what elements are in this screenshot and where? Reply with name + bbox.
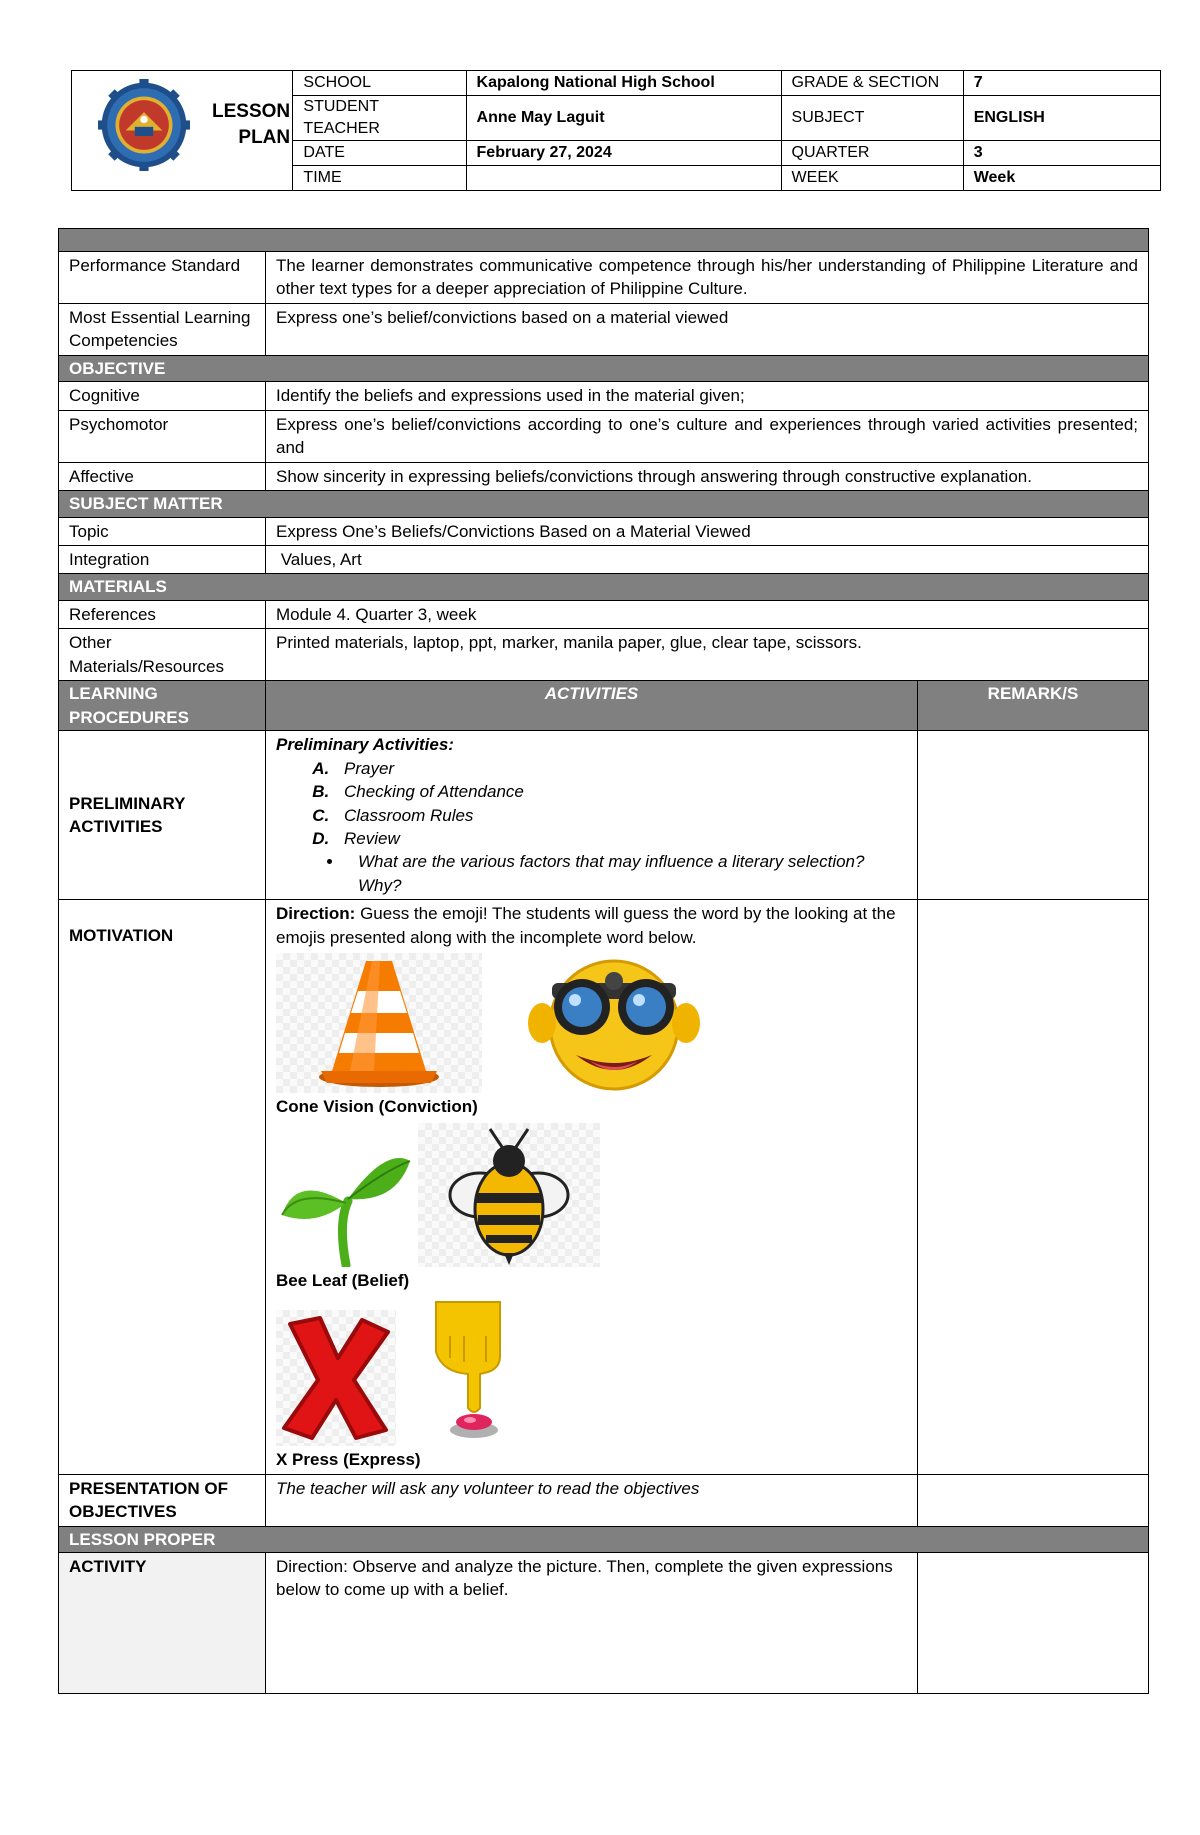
subject-matter-heading: SUBJECT MATTER: [59, 491, 1149, 517]
subject-value: ENGLISH: [963, 96, 1160, 141]
review-question: • What are the various factors that may influence a literary selection? Why?: [344, 850, 907, 897]
references-text: Module 4. Quarter 3, week: [266, 600, 1149, 628]
activity-text: Direction: Observe and analyze the picture. Then, complete the given expressions below to come up with a belief.: [266, 1552, 918, 1693]
bee-icon: [418, 1123, 600, 1267]
review-question-list: [276, 850, 907, 897]
week-label: WEEK: [781, 166, 963, 191]
traffic-cone-icon: [276, 953, 482, 1093]
list-item: A. Prayer: [334, 757, 907, 780]
other-materials-text: Printed materials, laptop, ppt, marker, manila paper, glue, clear tape, scissors.: [266, 629, 1149, 681]
integration-value: Values, Art: [280, 549, 362, 569]
emoji-row-3: [276, 1296, 907, 1446]
psychomotor-text: Express one’s belief/convictions according to one’s culture and experiences through varied activities presented; and: [266, 410, 1149, 462]
emoji-row-1: [276, 953, 907, 1093]
school-label: SCHOOL: [293, 71, 466, 96]
student-teacher-value: Anne May Laguit: [466, 96, 781, 141]
red-x-icon: [276, 1310, 396, 1446]
direction-text: Guess the emoji! The students will guess the word by the looking at the emojis presented along with the incomplete word below.: [276, 904, 896, 947]
objective-heading: OBJECTIVE: [59, 355, 1149, 381]
affective-text: Show sincerity in expressing beliefs/convictions through answering through constructive explanation.: [266, 462, 1149, 490]
top-band: [59, 229, 1149, 252]
caption-express: X Press (Express): [276, 1450, 421, 1470]
melc-label: Most Essential Learning Competencies: [59, 303, 266, 355]
logo-cell: [72, 71, 293, 191]
presentation-label: PRESENTATION OF OBJECTIVES: [59, 1474, 266, 1526]
references-label: References: [59, 600, 266, 628]
caption-belief: Bee Leaf (Belief): [276, 1270, 410, 1290]
school-seal-icon: [96, 79, 192, 171]
date-value: February 27, 2024: [466, 141, 781, 166]
lesson-proper-heading: LESSON PROPER: [59, 1526, 1149, 1552]
preliminary-activities-label: PRELIMINARY ACTIVITIES: [59, 731, 266, 900]
lesson-plan-table: [58, 228, 1149, 1694]
pointing-finger-button-icon: [428, 1296, 518, 1446]
topic-label: Topic: [59, 517, 266, 545]
cognitive-text: Identify the beliefs and expressions used in the material given;: [266, 382, 1149, 410]
emoji-row-2: [276, 1123, 907, 1267]
sprout-icon: [276, 1143, 414, 1267]
list-item: C. Classroom Rules: [334, 804, 907, 827]
activity-label: ACTIVITY: [59, 1552, 266, 1693]
topic-text: Express One’s Beliefs/Convictions Based on a Material Viewed: [266, 517, 1149, 545]
date-label: DATE: [293, 141, 466, 166]
preliminary-title: Preliminary Activities:: [276, 735, 454, 755]
performance-standard-label: Performance Standard: [59, 252, 266, 304]
subject-label: SUBJECT: [781, 96, 963, 141]
other-materials-label: Other Materials/Resources: [59, 629, 266, 681]
preliminary-activities-cell: [266, 731, 918, 900]
school-value: Kapalong National High School: [466, 71, 781, 96]
week-value: Week: [963, 166, 1160, 191]
psychomotor-label: Psychomotor: [59, 410, 266, 462]
preliminary-list: [276, 757, 907, 851]
cognitive-label: Cognitive: [59, 382, 266, 410]
performance-standard-text: The learner demonstrates communicative competence through his/her understanding of Philippine Literature and other text types for a deeper appreciation of Philippine Culture.: [266, 252, 1149, 304]
motivation-remarks: [918, 900, 1149, 1474]
presentation-remarks: [918, 1474, 1149, 1526]
preliminary-remarks: [918, 731, 1149, 900]
time-value: [466, 166, 781, 191]
integration-label: Integration: [59, 545, 266, 573]
motivation-direction: [276, 902, 907, 949]
header-table: [71, 70, 1161, 191]
list-item: D. Review: [334, 827, 907, 850]
activities-heading: ACTIVITIES: [266, 681, 918, 731]
caption-conviction: Cone Vision (Conviction): [276, 1097, 478, 1117]
direction-label: Direction:: [276, 904, 356, 924]
binoculars-emoji-icon: [512, 953, 742, 1093]
melc-text: Express one’s belief/convictions based on a material viewed: [266, 303, 1149, 355]
remarks-heading: REMARK/S: [918, 681, 1149, 731]
quarter-label: QUARTER: [781, 141, 963, 166]
time-label: TIME: [293, 166, 466, 191]
learning-procedures-heading: LEARNING PROCEDURES: [59, 681, 266, 731]
student-teacher-label: STUDENT TEACHER: [293, 96, 466, 141]
title-line-1: LESSON: [212, 101, 291, 122]
motivation-cell: [266, 900, 918, 1474]
lesson-plan-title: [212, 99, 290, 150]
list-item: B. Checking of Attendance: [334, 780, 907, 803]
title-line-2: PLAN: [238, 126, 291, 148]
grade-section-label: GRADE & SECTION: [781, 71, 963, 96]
quarter-value: 3: [963, 141, 1160, 166]
activity-remarks: [918, 1552, 1149, 1693]
grade-section-value: 7: [963, 71, 1160, 96]
integration-text: [266, 545, 1149, 573]
materials-heading: MATERIALS: [59, 574, 1149, 600]
affective-label: Affective: [59, 462, 266, 490]
motivation-label: MOTIVATION: [59, 900, 266, 1474]
presentation-text: The teacher will ask any volunteer to read the objectives: [266, 1474, 918, 1526]
